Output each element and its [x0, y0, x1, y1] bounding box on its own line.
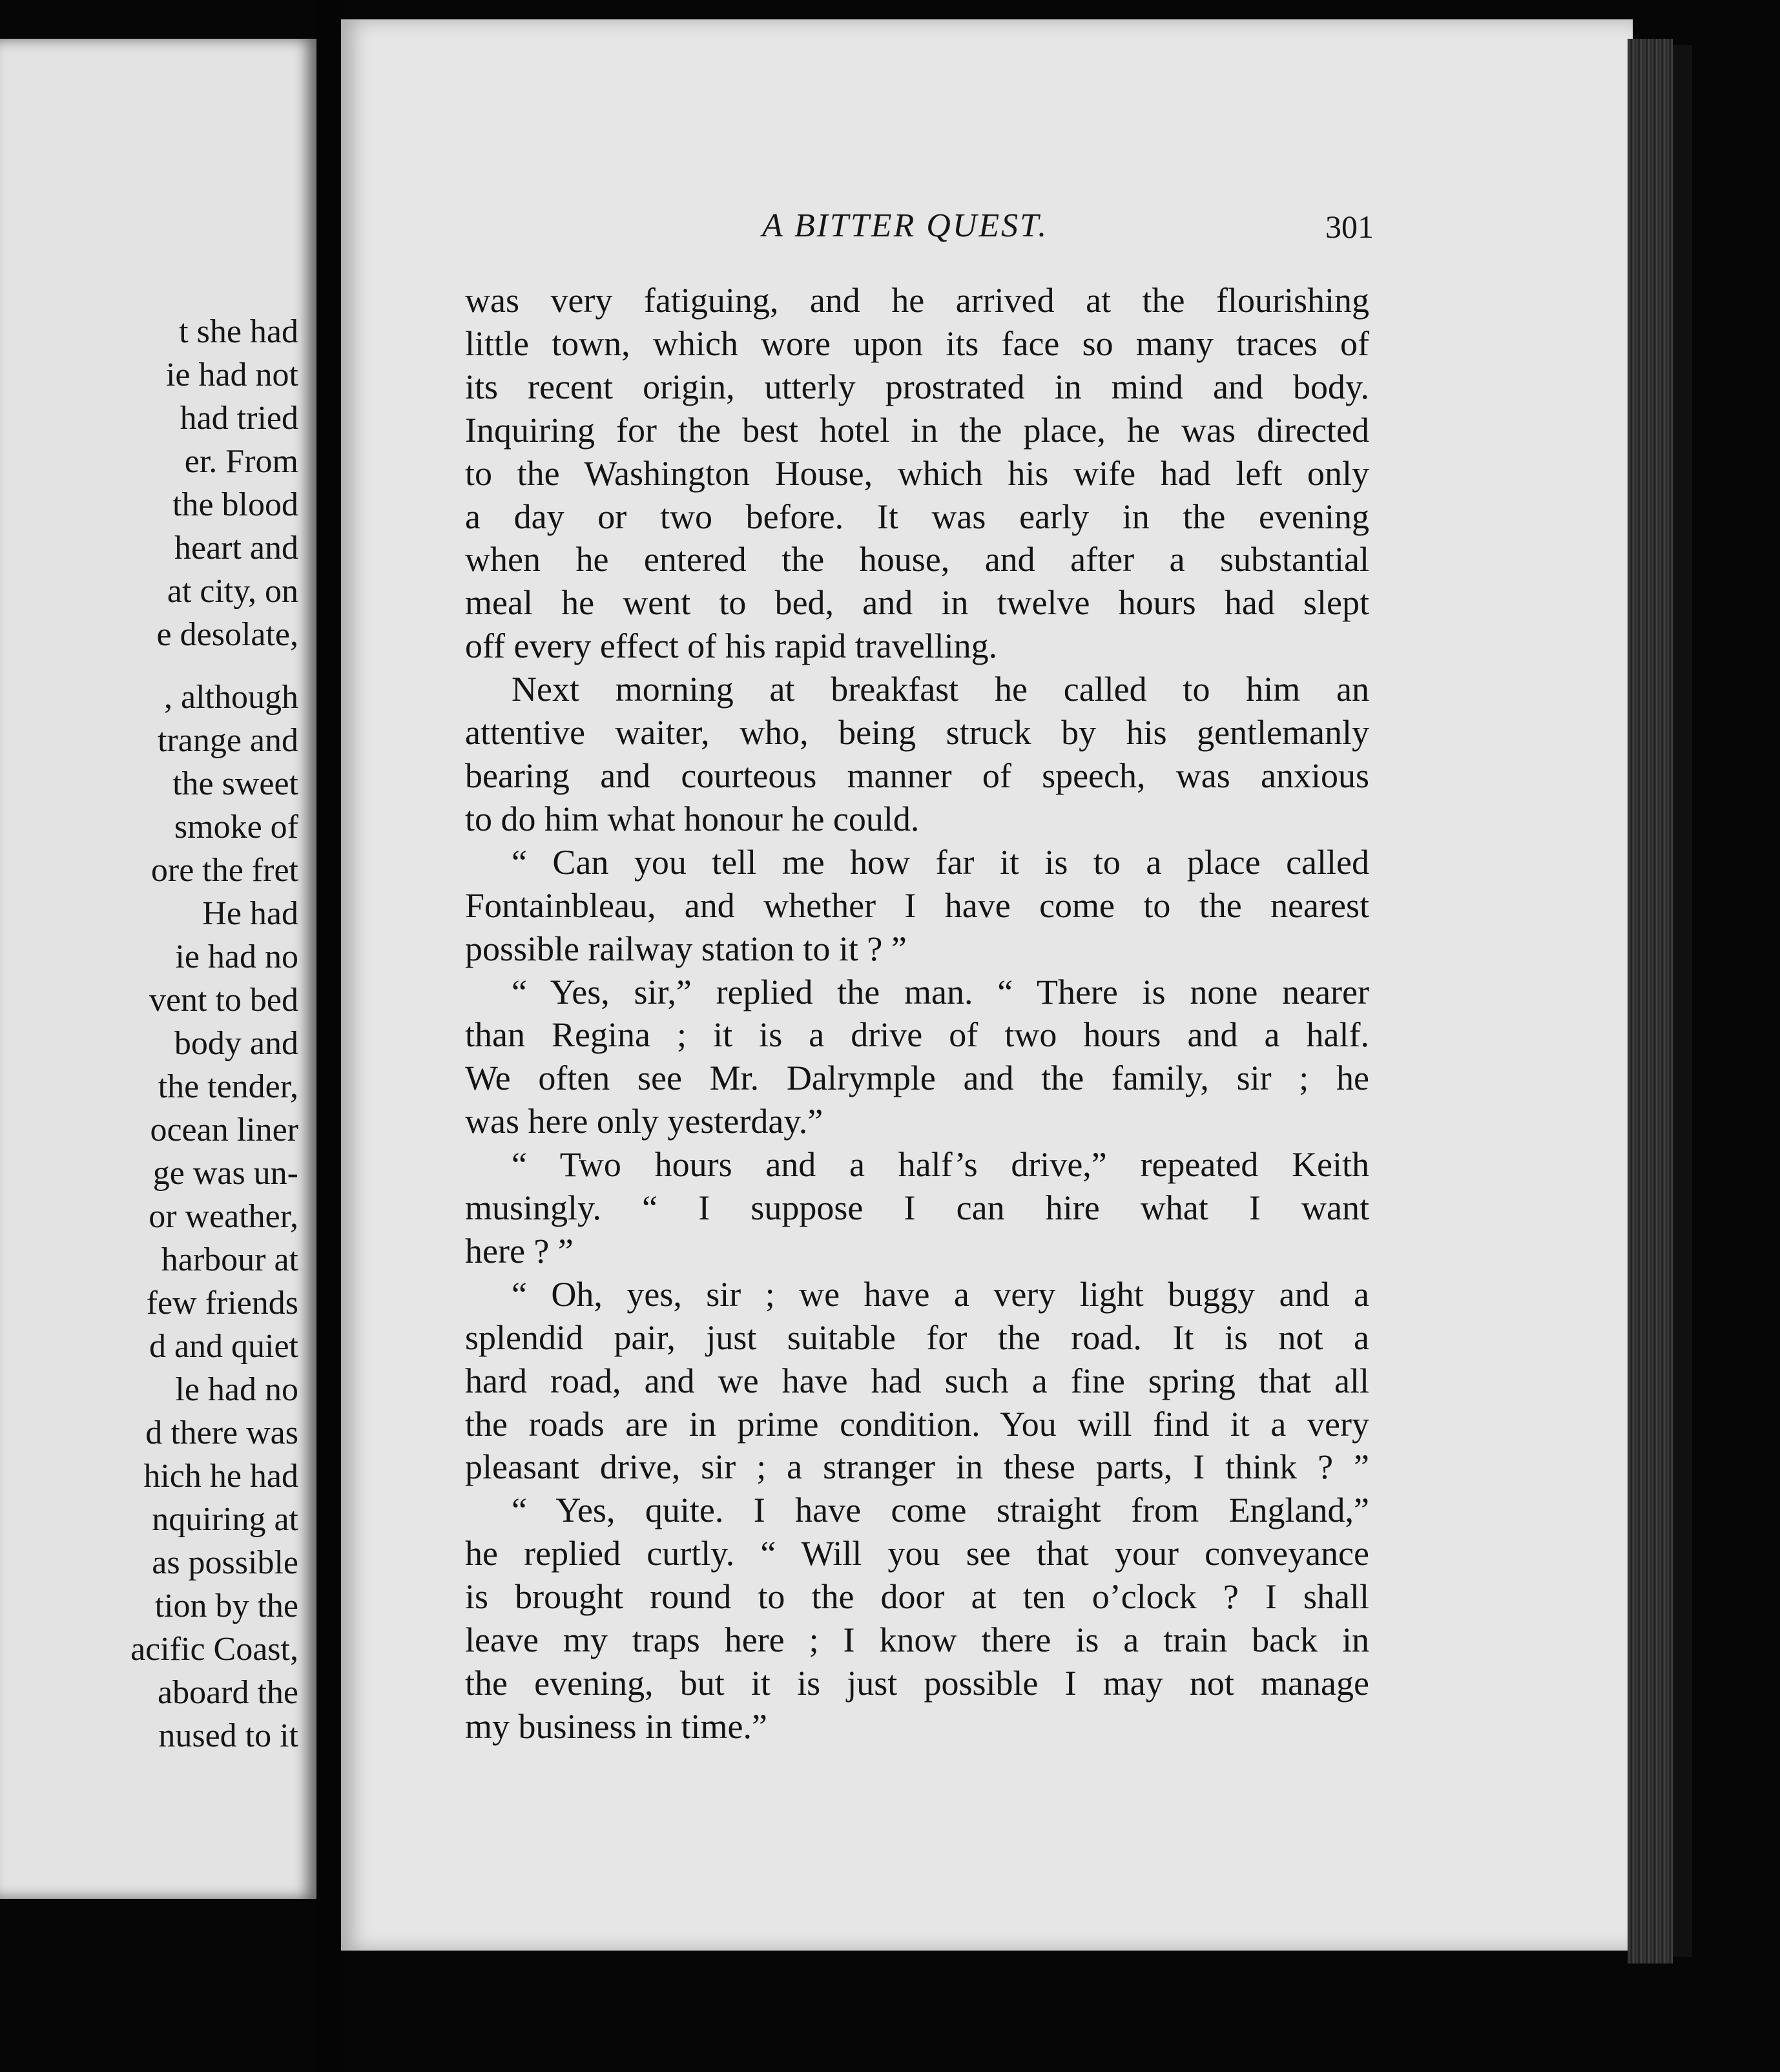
text-line: or weather, — [149, 1198, 298, 1235]
text-line: hich he had — [143, 1458, 298, 1495]
text-line: to do him what honour he could. — [465, 799, 920, 838]
text-line: heart and — [174, 530, 298, 566]
text-line: ore the fret — [150, 852, 298, 889]
text-line: possible railway station to it ? ” — [465, 929, 907, 968]
text-line: than Regina ; it is a drive of two hours and a half. — [465, 1015, 1369, 1055]
text-line: “ Oh, yes, sir ; we have a very light buggy and a — [512, 1274, 1369, 1314]
text-line: the roads are in prime condition. You will find it a very — [465, 1404, 1369, 1444]
text-line: pleasant drive, sir ; a stranger in these parts, I think ? ” — [465, 1447, 1369, 1487]
text-line: bearing and courteous manner of speech, was anxious — [465, 756, 1369, 795]
text-line: Next morning at breakfast he called to him an — [512, 670, 1369, 709]
text-line: a day or two before. It was early in the evening — [465, 497, 1369, 536]
cover-board-edge — [1673, 45, 1692, 1957]
text-line: the evening, but it is just possible I may not manage — [465, 1664, 1369, 1703]
text-line: acific Coast, — [130, 1631, 298, 1668]
book-gutter — [316, 0, 344, 2072]
text-line: d and quiet — [149, 1328, 298, 1365]
text-line: tion by the — [154, 1588, 298, 1624]
text-line: vent to bed — [149, 982, 298, 1019]
text-line: meal he went to bed, and in twelve hours had slept — [465, 583, 1369, 623]
text-line: body and — [174, 1025, 298, 1062]
text-line: , although — [164, 679, 298, 716]
text-line: smoke of — [174, 809, 298, 845]
text-line: le had no — [175, 1371, 298, 1408]
text-line: splendid pair, just suitable for the road. It is not a — [465, 1318, 1369, 1357]
text-line: the sweet — [172, 765, 298, 802]
text-line: at city, on — [167, 573, 298, 610]
text-line: trange and — [157, 722, 298, 759]
text-line: ie had no — [175, 938, 298, 975]
left-page-text — [0, 310, 298, 1757]
text-line: was here only yesterday.” — [465, 1102, 823, 1141]
text-line: was very fatiguing, and he arrived at the flourishing — [465, 281, 1369, 320]
text-line: to the Washington House, which his wife had left only — [465, 453, 1369, 493]
text-line: nused to it — [158, 1717, 298, 1754]
text-line: off every effect of his rapid travelling. — [465, 627, 998, 666]
left-page — [0, 39, 316, 1899]
text-line: “ Two hours and a half’s drive,” repeated Keith — [512, 1145, 1369, 1185]
text-line: “ Yes, quite. I have come straight from England,” — [512, 1491, 1369, 1530]
text-line: attentive waiter, who, being struck by his gentlemanly — [465, 713, 1369, 752]
text-line: ge was un- — [152, 1155, 298, 1192]
running-head: A BITTER QUEST. — [762, 207, 1049, 244]
text-line: musingly. “ I suppose I can hire what I want — [465, 1188, 1369, 1228]
text-line: “ Can you tell me how far it is to a place called — [512, 842, 1369, 882]
text-line: hard road, and we have had such a fine spring that all — [465, 1361, 1369, 1400]
text-line: little town, which wore upon its face so many traces of — [465, 324, 1369, 363]
text-line: He had — [202, 895, 298, 932]
text-line: ie had not — [165, 357, 298, 393]
text-line: few friends — [146, 1285, 298, 1321]
text-line: the tender, — [158, 1068, 298, 1105]
text-line: t she had — [179, 313, 298, 350]
text-line: Inquiring for the best hotel in the place, he was directed — [465, 410, 1369, 450]
text-line: harbour at — [161, 1241, 298, 1278]
right-page-text — [465, 279, 1369, 1748]
text-line: “ Yes, sir,” replied the man. “ There is none nearer — [512, 972, 1369, 1011]
text-line: its recent origin, utterly prostrated in mind and body. — [465, 367, 1369, 406]
text-line: the blood — [172, 486, 298, 523]
text-line: my business in time.” — [465, 1706, 767, 1746]
page-edges — [1628, 39, 1673, 1963]
text-line: Fontainbleau, and whether I have come to the nearest — [465, 886, 1369, 925]
text-line: had tried — [180, 400, 298, 437]
text-line: here ? ” — [465, 1231, 574, 1270]
text-line: We often see Mr. Dalrymple and the family, sir ; he — [465, 1059, 1369, 1098]
text-line: nquiring at — [152, 1501, 298, 1538]
text-line: leave my traps here ; I know there is a train back in — [465, 1621, 1369, 1660]
text-line: is brought round to the door at ten o’clock ? I shall — [465, 1577, 1369, 1617]
text-line: as possible — [152, 1544, 298, 1581]
text-line: er. From — [184, 443, 298, 480]
text-line: when he entered the house, and after a substantial — [465, 540, 1369, 579]
text-line: aboard the — [157, 1674, 298, 1711]
text-line: d there was — [145, 1414, 298, 1451]
text-line: he replied curtly. “ Will you see that your conveyance — [465, 1534, 1369, 1573]
text-line: ocean liner — [150, 1112, 298, 1148]
page-number: 301 — [1325, 209, 1374, 245]
text-line: e desolate, — [156, 616, 298, 653]
